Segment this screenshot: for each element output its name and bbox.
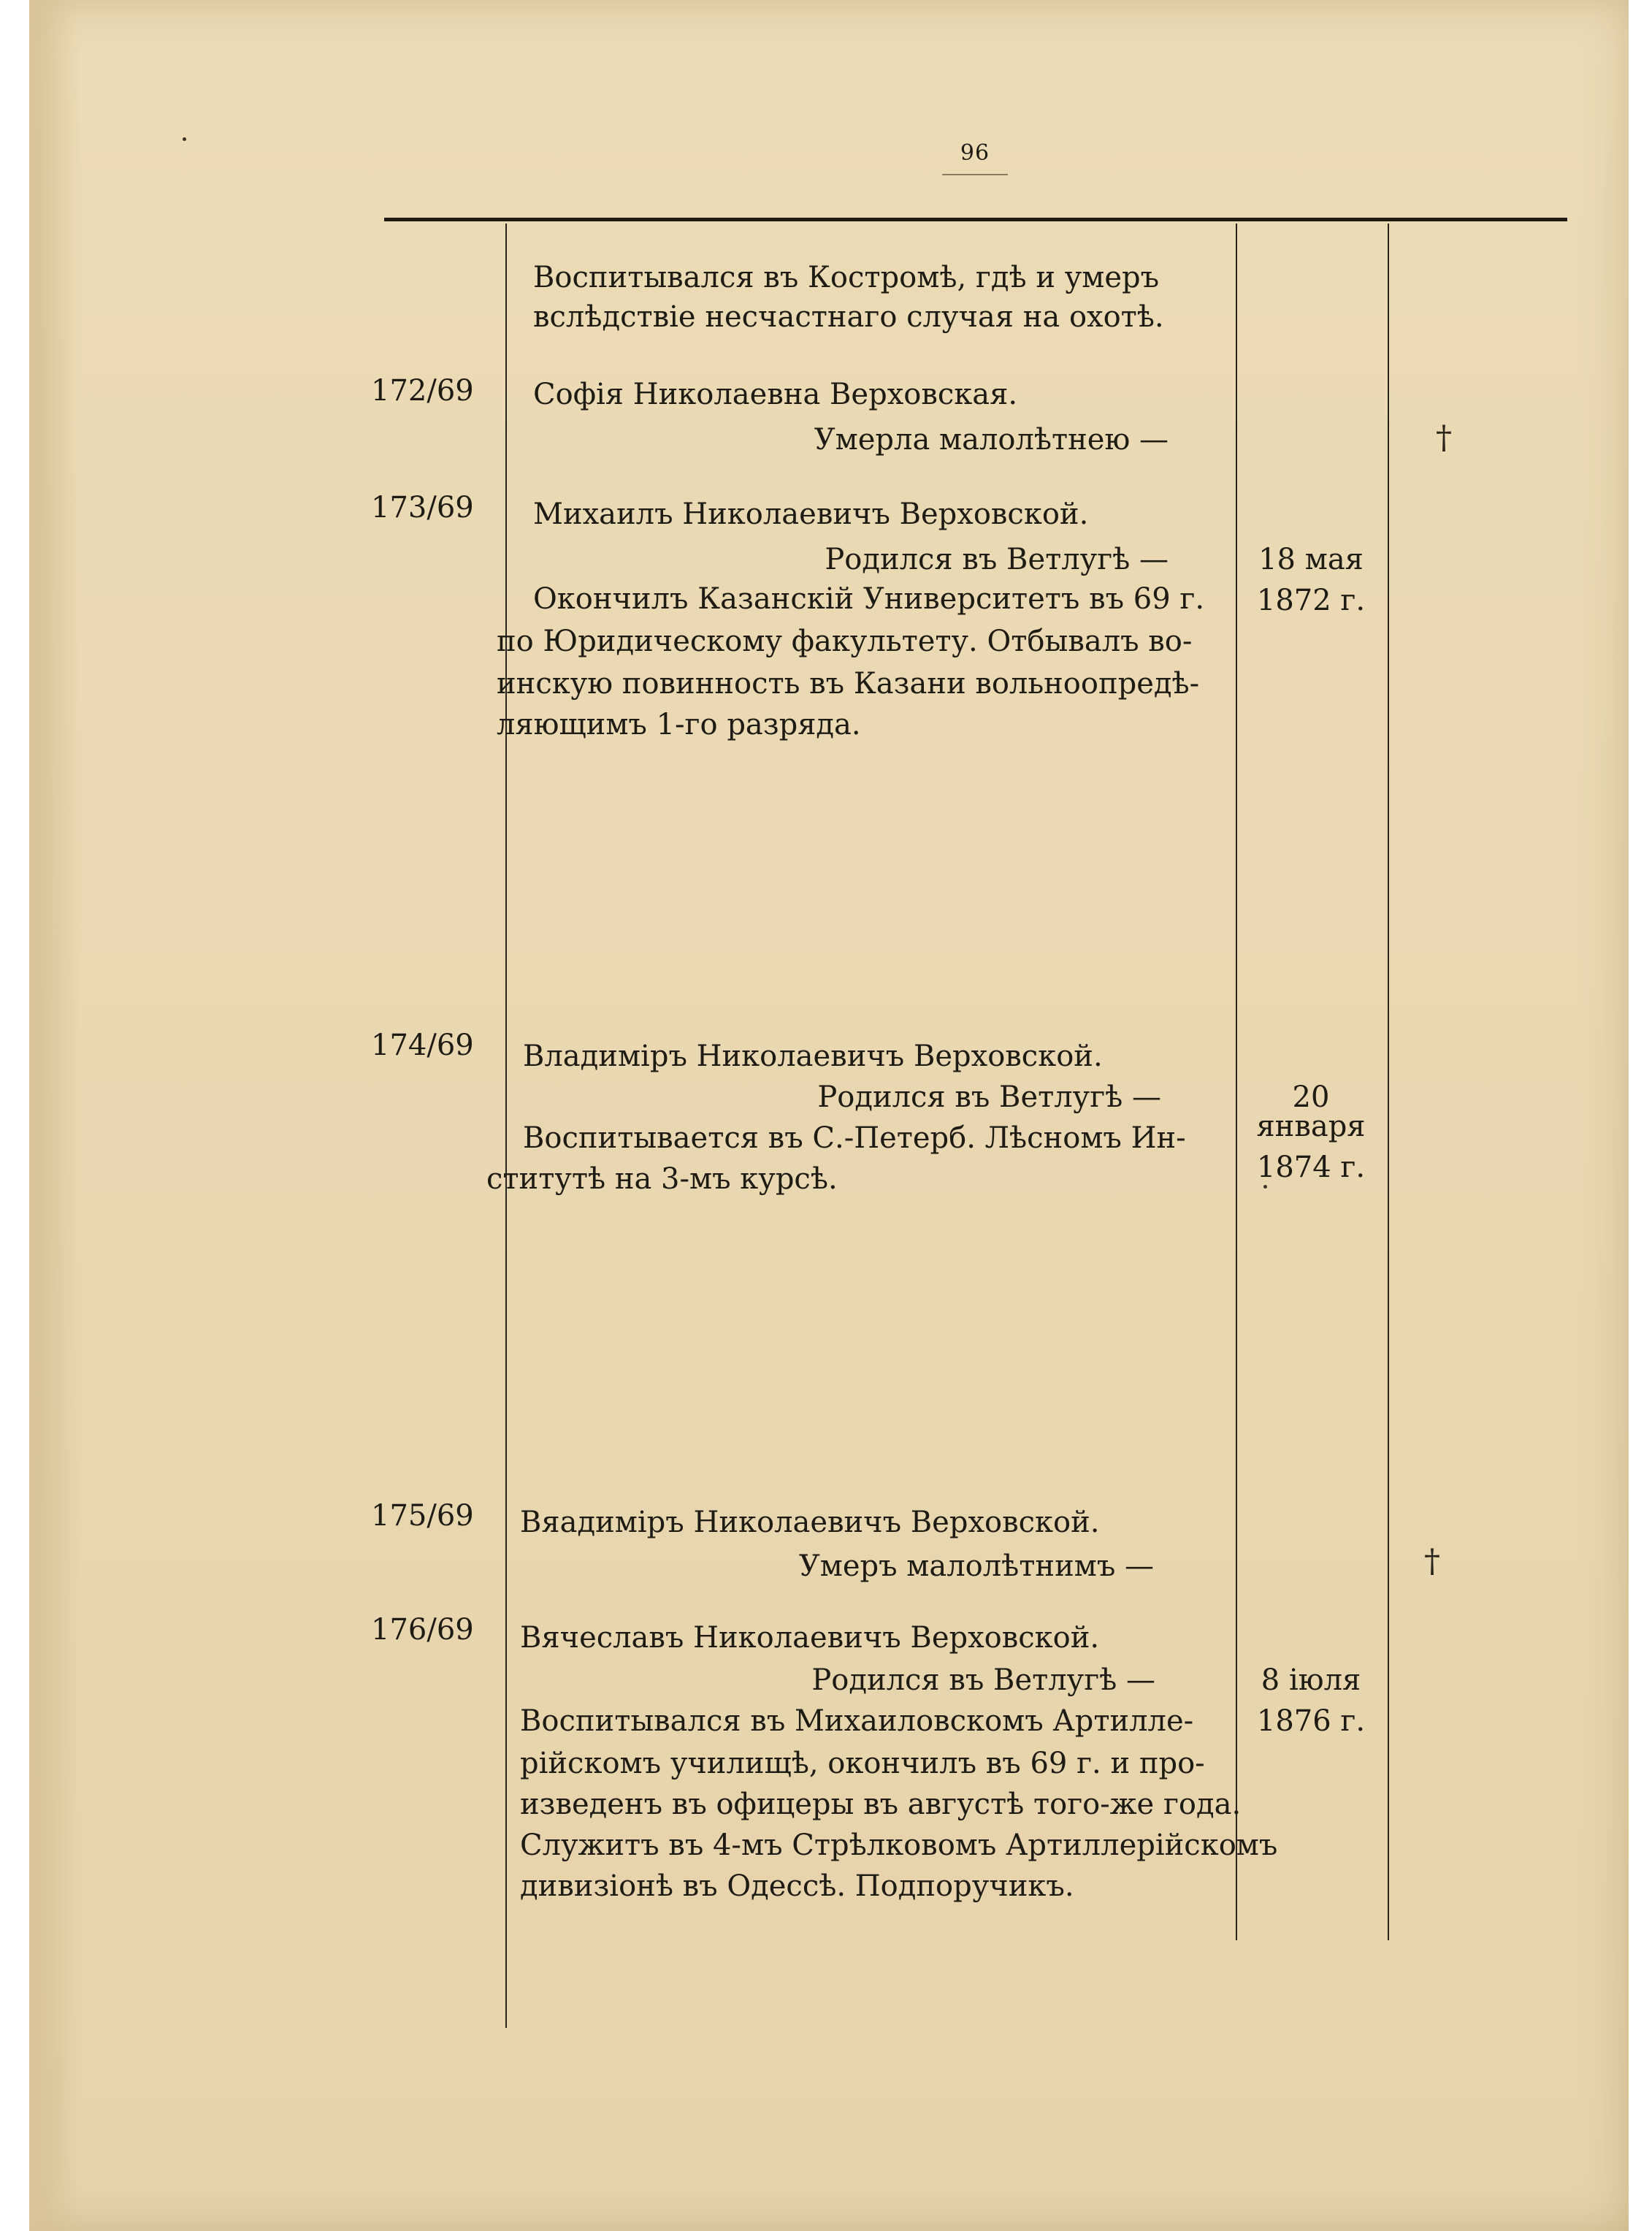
paper-speck [1263,1185,1267,1189]
death-cross-icon: † [1436,419,1452,457]
page-number: 96 [960,140,990,166]
entry-name: Владиміръ Николаевичъ Верховской. [523,1040,1103,1073]
birth-date-year: 1872 г. [1256,584,1366,617]
birth-date-year: 1876 г. [1256,1704,1366,1738]
column-divider-right [1388,224,1389,1940]
intro-line-2: вслѣдствіе несчастнаго случая на охотѣ. [533,300,1164,334]
header-rule [384,218,1567,221]
entry-event: Родился въ Ветлугѣ — [811,1663,1155,1697]
entry-text-line: Служитъ въ 4-мъ Стрѣлковомъ Артиллерійскомъ [520,1828,1278,1862]
entry-text-line: по Юридическому факультету. Отбывалъ во- [497,625,1193,658]
paper-speck [183,137,186,141]
entry-name: Вяадиміръ Николаевичъ Верховской. [520,1506,1100,1539]
birth-date [1234,1080,1388,1194]
entry-text-line: ляющимъ 1-го разряда. [497,708,861,741]
entry-text-line: инскую повинность въ Казани вольноопредѣ- [497,667,1200,701]
death-cross-icon: † [1424,1543,1440,1580]
entry-text-line: Окончилъ Казанскій Университетъ въ 69 г. [533,582,1205,616]
birth-date-day: 20 января [1256,1080,1366,1143]
entry-text-line: рійскомъ училищѣ, окончилъ въ 69 г. и про- [520,1747,1205,1780]
entry-number: 173/69 [371,491,474,525]
entry-number: 174/69 [371,1029,474,1062]
column-divider-left [505,224,507,2028]
entry-event: Умерла малолѣтнею — [814,423,1169,457]
birth-date-day: 8 іюля [1261,1663,1361,1697]
page-number-underline [942,174,1008,175]
intro-line-1: Воспитывался въ Костромѣ, гдѣ и умеръ [533,261,1160,294]
book-page [29,0,1629,2231]
entry-event: Умеръ малолѣтнимъ — [798,1549,1154,1583]
birth-date-day: 18 мая [1258,543,1364,576]
entry-text-line: Воспитывался въ Михаиловскомъ Артилле- [520,1704,1194,1738]
entry-number: 172/69 [371,374,474,408]
entry-text-line: ститутѣ на 3-мъ курсѣ. [486,1162,838,1196]
entry-name: Вячеславъ Николаевичъ Верховской. [520,1621,1100,1655]
entry-name: Михаилъ Николаевичъ Верховской. [533,497,1089,531]
entry-number: 175/69 [371,1499,474,1533]
entry-name: Софія Николаевна Верховская. [533,378,1018,411]
entry-number: 176/69 [371,1613,474,1647]
entry-text-line: дивизіонѣ въ Одессѣ. Подпоручикъ. [520,1869,1074,1903]
birth-date [1234,545,1388,627]
entry-text-line: изведенъ въ офицеры въ августѣ того-же года. [520,1788,1242,1821]
entry-text-line: Воспитывается въ С.-Петерб. Лѣсномъ Ин- [523,1121,1186,1155]
entry-event: Родился въ Ветлугѣ — [817,1080,1161,1114]
birth-date-year: 1874 г. [1256,1151,1366,1184]
entry-event: Родился въ Ветлугѣ — [825,543,1169,576]
birth-date [1234,1663,1388,1747]
